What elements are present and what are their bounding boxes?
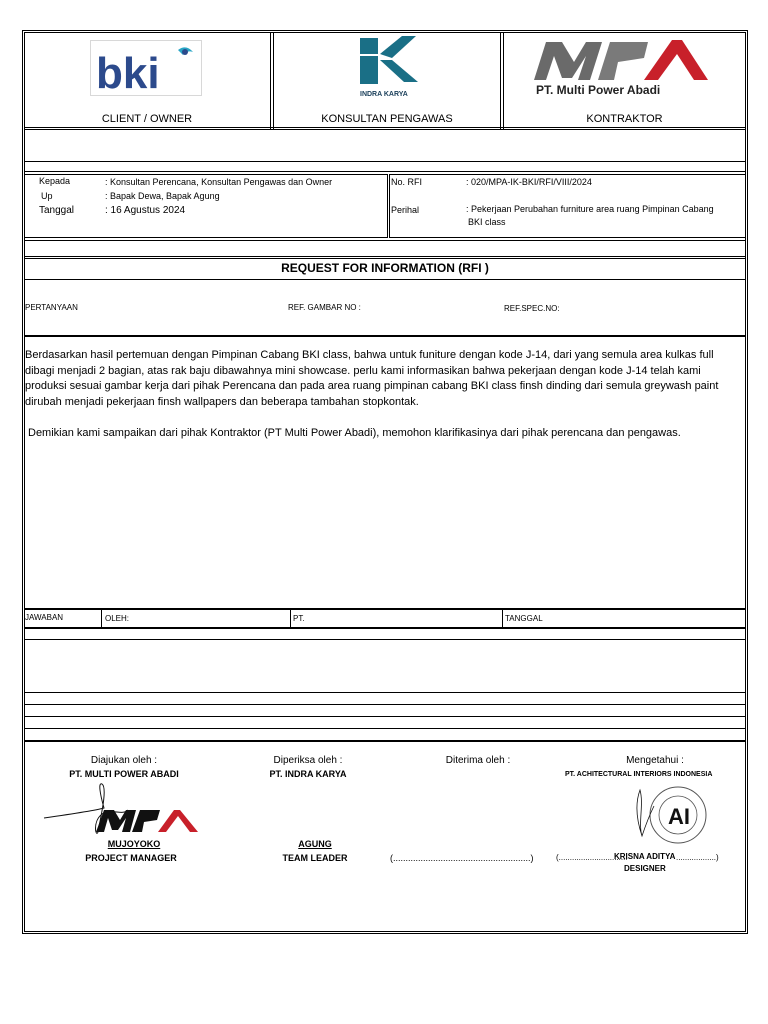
acknowledged-by-label: Mengetahui : <box>626 755 684 766</box>
row-line <box>24 639 746 640</box>
body-paragraph-1: Berdasarkan hasil pertemuan dengan Pimpinan Cabang BKI class, bahwa untuk funiture dengan kode J-14, dari yang semula area kulkas full dibagi menjadi 2 bagian, atas rak baju dibawahnya mini showcase. perlu kami informasikan bahwa pekerjaan dengan kode J-14 telah kami produksi sesuai gambar kerja dari pihak Perencana dan pada area ruang pimpinan cabang BKI class finsh dinding dari semula greywash paint dirubah menjadi pekerjaan finsh wallpapers dan beberapa tambahan stopkontak. <box>25 349 719 408</box>
row-line <box>24 256 746 257</box>
received-signature-blank: (.......................................................) <box>390 853 534 863</box>
perihal-value-line-2: BKI class <box>468 217 506 227</box>
up-label: Up <box>41 191 53 201</box>
acknowledged-blank-left: (............................... <box>556 853 628 862</box>
pertanyaan-label: PERTANYAAN <box>25 303 78 312</box>
submitted-by-label: Diajukan oleh : <box>90 755 158 766</box>
acknowledged-company: PT. ACHITECTURAL INTERIORS INDONESIA <box>565 771 713 778</box>
acknowledged-blank-right: ..................) <box>676 853 719 862</box>
row-line <box>24 728 746 729</box>
row-line-thick <box>24 627 746 629</box>
answer-divider <box>290 609 291 628</box>
row-line-thick <box>24 335 746 337</box>
kepada-label: Kepada <box>39 176 71 186</box>
client-logo <box>90 40 202 96</box>
contractor-label: KONTRAKTOR <box>586 113 663 125</box>
row-line <box>24 692 746 693</box>
header-divider-1 <box>270 32 271 129</box>
tanggal-answer-label: TANGGAL <box>505 614 543 623</box>
answer-divider <box>101 609 102 628</box>
perihal-value-line-1: : Pekerjaan Perubahan furniture area ruang Pimpinan Cabang <box>466 204 714 214</box>
client-logo-wordmark: bki <box>96 49 160 96</box>
consultant-logo <box>356 34 422 100</box>
company-stamp <box>628 784 714 846</box>
body-paragraph-2: Demikian kami sampaikan dari pihak Kontraktor (PT Multi Power Abadi), memohon klarifikasinya dari pihak perencana dan pengawas. <box>28 427 681 439</box>
up-value: : Bapak Dewa, Bapak Agung <box>105 191 220 201</box>
ref-spec-label: REF.SPEC.NO: <box>504 304 560 313</box>
header-bottom-line <box>24 127 746 128</box>
submitted-name: MUJOYOKO <box>107 839 161 849</box>
tanggal-label: Tanggal <box>39 205 75 216</box>
row-line <box>24 716 746 717</box>
page-title: REQUEST FOR INFORMATION (RFI ) <box>281 261 489 275</box>
kepada-value: : Konsultan Perencana, Konsultan Pengawas dan Owner <box>105 177 333 187</box>
acknowledged-name: KRISNA ADITYA <box>614 852 676 861</box>
pt-label: PT. <box>293 614 305 623</box>
answer-divider <box>502 609 503 628</box>
header-bottom-line-2 <box>24 129 746 130</box>
perihal-label: Perihal <box>391 205 420 215</box>
row-line <box>24 704 746 705</box>
checked-by-label: Diperiksa oleh : <box>273 755 343 766</box>
no-rfi-value: : 020/MPA-IK-BKI/RFI/VIII/2024 <box>466 177 592 187</box>
no-rfi-label: No. RFI <box>391 177 423 187</box>
contractor-logo-caption: PT. Multi Power Abadi <box>536 83 661 97</box>
submitted-signature <box>42 780 202 842</box>
checked-company: PT. INDRA KARYA <box>269 769 347 779</box>
row-line <box>24 240 746 241</box>
row-line <box>24 279 746 280</box>
row-line <box>24 171 746 172</box>
acknowledged-title: DESIGNER <box>624 864 666 873</box>
jawaban-label: JAWABAN <box>25 613 64 622</box>
stamp-initials: AI <box>668 804 690 829</box>
checked-name: AGUNG <box>298 839 332 849</box>
submitted-company: PT. MULTI POWER ABADI <box>69 769 179 779</box>
ref-gambar-label: REF. GAMBAR NO : <box>288 303 361 312</box>
consultant-label: KONSULTAN PENGAWAS <box>321 113 453 125</box>
consultant-logo-caption: INDRA KARYA <box>360 91 408 98</box>
contractor-logo <box>532 38 712 98</box>
client-owner-label: CLIENT / OWNER <box>101 113 193 125</box>
row-line <box>24 258 746 259</box>
oleh-label: OLEH: <box>105 614 130 623</box>
received-by-label: Diterima oleh : <box>445 755 511 766</box>
submitted-title: PROJECT MANAGER <box>85 853 177 863</box>
checked-title: TEAM LEADER <box>282 853 348 863</box>
row-line-thick <box>24 740 746 742</box>
tanggal-value: : 16 Agustus 2024 <box>105 205 186 216</box>
row-line <box>24 161 746 162</box>
row-line-thick <box>24 608 746 610</box>
